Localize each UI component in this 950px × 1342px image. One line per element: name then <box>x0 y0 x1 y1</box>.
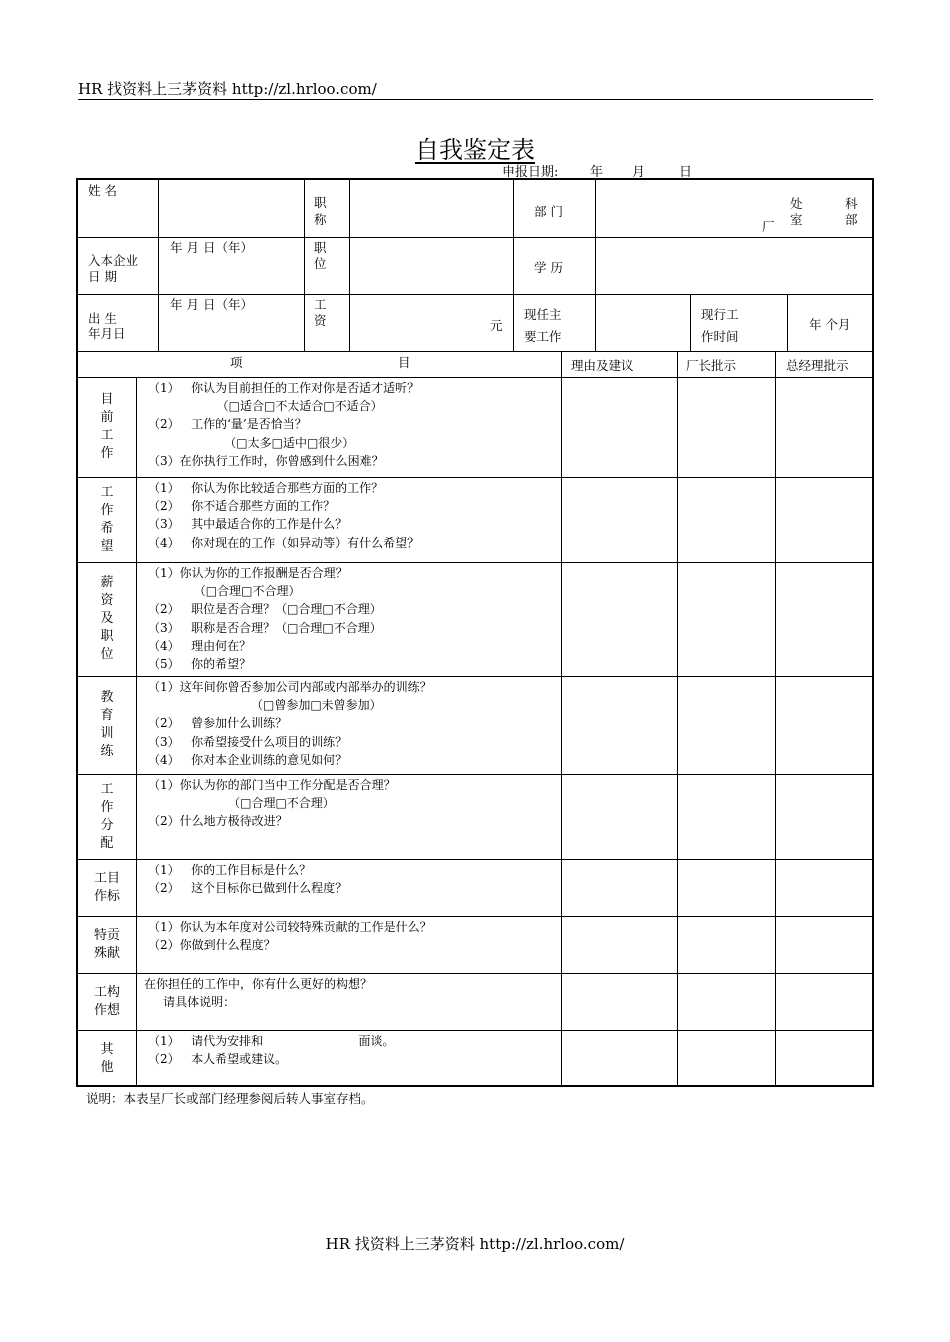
document-title <box>0 130 950 165</box>
section-label-line: 作想 <box>93 1002 120 1018</box>
header-rule <box>78 99 873 100</box>
header-item: 项 <box>230 355 243 370</box>
header-reason: 理由及建议 <box>571 358 634 373</box>
row-divider <box>78 562 872 563</box>
label-birth-1: 出 生 <box>88 311 117 326</box>
question-line: （1） 你的工作目标是什么？ <box>148 863 312 877</box>
question-line: （1） 你认为你比较适合那些方面的工作？ <box>148 481 384 495</box>
current-time-format: 年 个月 <box>809 317 851 332</box>
dept-bu: 部 <box>845 212 858 227</box>
col-divider <box>690 294 691 351</box>
section-label <box>87 689 127 761</box>
report-date-day: 日 <box>679 165 693 180</box>
form-note: 说明：本表呈厂长或部门经理参阅后转人事室存档。 <box>86 1091 374 1106</box>
question-line: 请具体说明： <box>144 995 236 1010</box>
header-mu: 目 <box>398 355 411 370</box>
question-line: （2） 你不适合那些方面的工作？ <box>148 499 336 514</box>
label-department: 部 门 <box>534 204 563 219</box>
question-line: （5） 你的希望？ <box>148 657 252 672</box>
section-label-line: 训 <box>100 726 114 741</box>
header-factory: 厂长批示 <box>686 358 737 373</box>
label-join-date-1: 入本企业 <box>88 253 139 268</box>
section-label-line: 工 <box>100 484 114 500</box>
section-label-line: 育 <box>100 708 114 723</box>
section-questions <box>148 379 419 470</box>
section-label-line: 及 <box>100 611 114 626</box>
label-birth-2: 年月日 <box>88 326 126 341</box>
question-line: （2） 这个目标你已做到什么程度？ <box>148 881 348 896</box>
report-date-label: 申报日期: <box>502 165 559 180</box>
label-name: 姓 名 <box>88 183 117 198</box>
label-title-2: 称 <box>314 212 327 227</box>
section-label <box>87 484 127 556</box>
question-line: （3） 职称是否合理？（□合理□不合理） <box>148 620 382 635</box>
label-position-1: 职 <box>314 240 327 255</box>
label-current-time-2: 作时间 <box>701 329 739 344</box>
question-line: （3） 其中最适合你的工作是什么？ <box>148 517 348 532</box>
question-line: （1）你认为你的工作报酬是否合理？ <box>148 566 348 580</box>
row-divider <box>78 294 872 295</box>
report-date-year: 年 <box>590 165 604 180</box>
section-questions <box>144 975 372 1011</box>
section-label-line: 作标 <box>93 888 120 904</box>
section-questions <box>148 776 396 831</box>
dept-chang: 厂 <box>762 219 775 234</box>
label-salary-2: 资 <box>314 313 327 328</box>
question-line: （2） 本人希望或建议。 <box>148 1052 288 1067</box>
section-questions <box>148 861 347 897</box>
col-divider <box>158 180 159 351</box>
section-label <box>87 781 127 853</box>
join-date-format: 年 月 日（年） <box>170 240 253 255</box>
section-label-line: 工 <box>100 781 114 797</box>
section-label-line: 资 <box>100 593 114 608</box>
section-label-line: 作 <box>100 446 114 461</box>
question-line: （□适合□不太适合□不适合） <box>148 399 383 414</box>
question-line: （□太多□适中□很少） <box>148 435 355 450</box>
section-questions <box>148 564 382 673</box>
question-line: （1） 请代为安排和 面谈。 <box>148 1034 395 1048</box>
dept-ke: 科 <box>845 196 858 211</box>
label-join-date-2: 日 期 <box>88 269 117 284</box>
row-divider <box>78 916 872 917</box>
question-line: （2）你做到什么程度？ <box>148 938 276 953</box>
section-label-line: 他 <box>100 1059 114 1075</box>
section-questions <box>148 1032 394 1068</box>
question-line: （2） 工作的‘量’是否恰当？ <box>148 417 307 432</box>
section-label-line: 工构 <box>93 984 120 1000</box>
question-line: 在你担任的工作中，你有什么更好的构想？ <box>144 977 373 991</box>
page-footer: HR 找资料上三茅资料 http://zl.hrloo.com/ <box>325 1235 625 1253</box>
question-line: （1）你认为你的部门当中工作分配是否合理？ <box>148 778 396 792</box>
report-date-month: 月 <box>632 165 646 180</box>
section-label <box>87 391 127 463</box>
section-label-line: 望 <box>100 538 114 554</box>
col-divider <box>513 180 514 351</box>
section-label-line: 练 <box>100 744 114 759</box>
label-title-1: 职 <box>314 195 327 210</box>
question-line: （3）在你执行工作时，你曾感到什么困难？ <box>148 453 384 468</box>
col-divider <box>561 351 562 1087</box>
section-label-line: 分 <box>100 817 114 833</box>
question-line: （4） 你对现在的工作（如异动等）有什么希望？ <box>148 535 420 550</box>
question-line: （□合理□不合理） <box>148 584 301 599</box>
row-divider <box>78 237 872 238</box>
label-current-time-1: 现行工 <box>701 307 739 322</box>
section-label-line: 位 <box>100 647 114 662</box>
section-label-line: 职 <box>100 629 114 644</box>
row-divider <box>78 859 872 860</box>
section-label-line: 工目 <box>93 870 120 886</box>
row-divider <box>78 973 872 974</box>
col-divider <box>677 351 678 1087</box>
header-gm: 总经理批示 <box>786 358 849 373</box>
row-divider <box>78 351 872 352</box>
question-line: （3） 你希望接受什么项目的训练？ <box>148 734 348 749</box>
birth-date-format: 年 月 日（年） <box>170 297 253 312</box>
section-label-line: 其 <box>100 1041 114 1057</box>
title-text: 自我鉴定表 <box>415 136 535 164</box>
col-divider <box>304 180 305 351</box>
section-label <box>87 1041 127 1077</box>
section-questions <box>148 479 419 552</box>
question-line: （1）你认为本年度对公司较特殊贡献的工作是什么？ <box>148 920 432 934</box>
section-questions <box>148 678 432 769</box>
self-assessment-form <box>76 178 874 1087</box>
question-line: （4） 理由何在？ <box>148 638 252 653</box>
section-label-line: 作 <box>100 799 114 815</box>
question-line: （2） 曾参加什么训练？ <box>148 716 288 731</box>
label-salary-1: 工 <box>314 297 327 312</box>
section-label <box>87 927 127 963</box>
label-current-job-1: 现任主 <box>524 307 562 322</box>
section-label-line: 前 <box>100 410 114 425</box>
section-label-line: 希 <box>100 520 114 536</box>
dept-chu: 处 <box>790 196 803 211</box>
section-label-line: 教 <box>100 690 114 705</box>
question-line: （4） 你对本企业训练的意见如何？ <box>148 752 348 767</box>
row-divider <box>78 774 872 775</box>
row-divider <box>78 1030 872 1031</box>
section-label-line: 特贡 <box>93 927 120 943</box>
question-line: （1）这年间你曾否参加公司内部或内部举办的训练？ <box>148 680 432 694</box>
label-education: 学 历 <box>534 260 563 275</box>
salary-unit: 元 <box>490 318 503 333</box>
question-line: （2） 职位是否合理？（□合理□不合理） <box>148 602 382 617</box>
section-label-line: 目 <box>100 392 114 407</box>
page-header: HR 找资料上三茅资料 http://zl.hrloo.com/ <box>78 80 377 98</box>
section-questions <box>148 918 432 954</box>
section-label <box>87 984 127 1020</box>
col-divider <box>595 180 596 351</box>
question-line: （□曾参加□未曾参加） <box>148 698 382 713</box>
section-label-line: 工 <box>100 428 114 443</box>
label-position-2: 位 <box>314 256 327 271</box>
label-current-job-2: 要工作 <box>524 329 562 344</box>
section-label-line: 殊献 <box>93 945 120 961</box>
question-line: （□合理□不合理） <box>148 796 335 811</box>
section-label-line: 薪 <box>100 575 114 590</box>
row-divider <box>78 477 872 478</box>
section-label <box>87 870 127 906</box>
section-label-line: 配 <box>100 835 114 851</box>
row-divider <box>78 676 872 677</box>
col-divider <box>787 294 788 351</box>
question-line: （1） 你认为目前担任的工作对你是否适才适听？ <box>148 381 420 395</box>
question-line: （2）什么地方极待改进？ <box>148 814 288 829</box>
col-divider <box>349 180 350 351</box>
col-divider <box>775 351 776 1087</box>
dept-shi: 室 <box>790 212 803 227</box>
section-label-line: 作 <box>100 502 114 518</box>
row-divider <box>78 377 872 378</box>
col-divider <box>136 377 137 1087</box>
section-label <box>87 574 127 664</box>
